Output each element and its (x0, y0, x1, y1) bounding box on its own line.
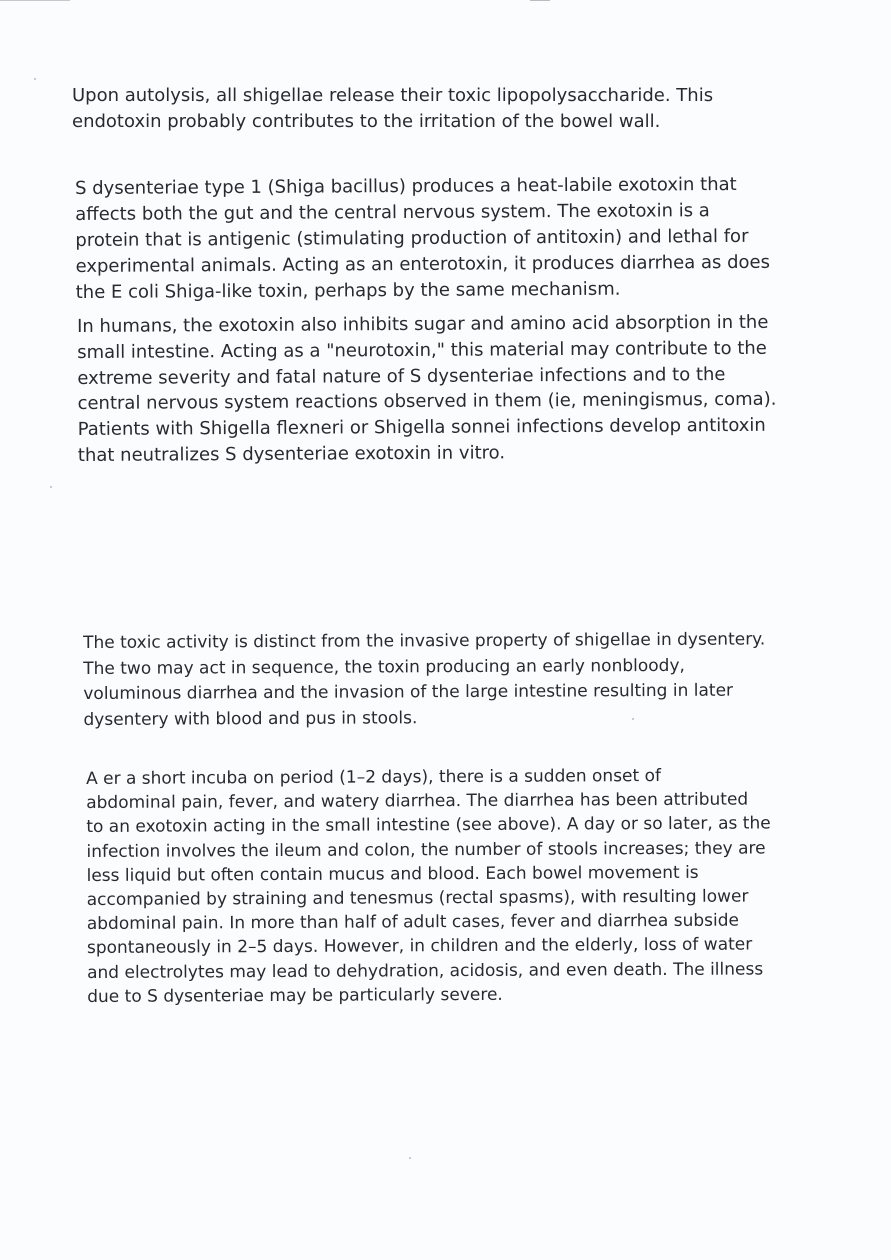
paragraph-neurotoxin: In humans, the exotoxin also inhibits sugar and amino acid absorption in the small intestine. Acting as a "neurotoxin," this material may contribute to the extreme severity and fatal nature of S dysenteriae infections and to the central nervous system reactions observed in them (ie, meningismus, coma). Patients with Shigella flexneri or Shigella sonnei infections develop antitoxin that neutralizes S dysenteriae exotoxin in vitro. (77, 311, 777, 466)
scan-edge-mark (530, 0, 550, 1)
scan-edge-mark (0, 0, 70, 1)
paragraph-endotoxin: Upon autolysis, all shigellae release their toxic lipopolysaccharide. This endotoxin probably contributes to the irritation of the bowel wall. (72, 85, 714, 132)
scan-speck (50, 486, 52, 488)
paragraph-clinical-findings: A er a short incuba on period (1–2 days), there is a sudden onset of abdominal pain, fever, and watery diarrhea. The diarrhea has been attributed to an exotoxin acting in the small intestine (see above). A day or so later, as the infection involves the ileum and colon, the number of stools increases; they are less liquid but often contain mucus and blood. Each bowel movement is accompanied by straining and tenesmus (rectal spasms), with resulting lower abdominal pain. In more than half of adult cases, fever and diarrhea subside spontaneously in 2–5 days. However, in children and the elderly, loss of water and electrolytes may lead to dehydration, acidosis, and even death. The illness due to S dysenteriae may be particularly severe. (86, 765, 771, 1007)
paragraph-exotoxin: S dysenteriae type 1 (Shiga bacillus) produces a heat-labile exotoxin that affects both the gut and the central nervous system. The exotoxin is a protein that is antigenic (stimulating production of antitoxin) and lethal for experimental animals. Acting as an enterotoxin, it produces diarrhea as does the E coli Shiga-like toxin, perhaps by the same mechanism. (75, 173, 771, 303)
scan-speck (34, 78, 36, 80)
paragraph-toxic-activity: The toxic activity is distinct from the invasive property of shigellae in dysentery. The two may act in sequence, the toxin producing an early nonbloody, voluminous diarrhea and the invasion of the large intestine resulting in later dysentery with blood and pus in stools. (83, 629, 766, 730)
scan-speck (409, 1157, 411, 1159)
